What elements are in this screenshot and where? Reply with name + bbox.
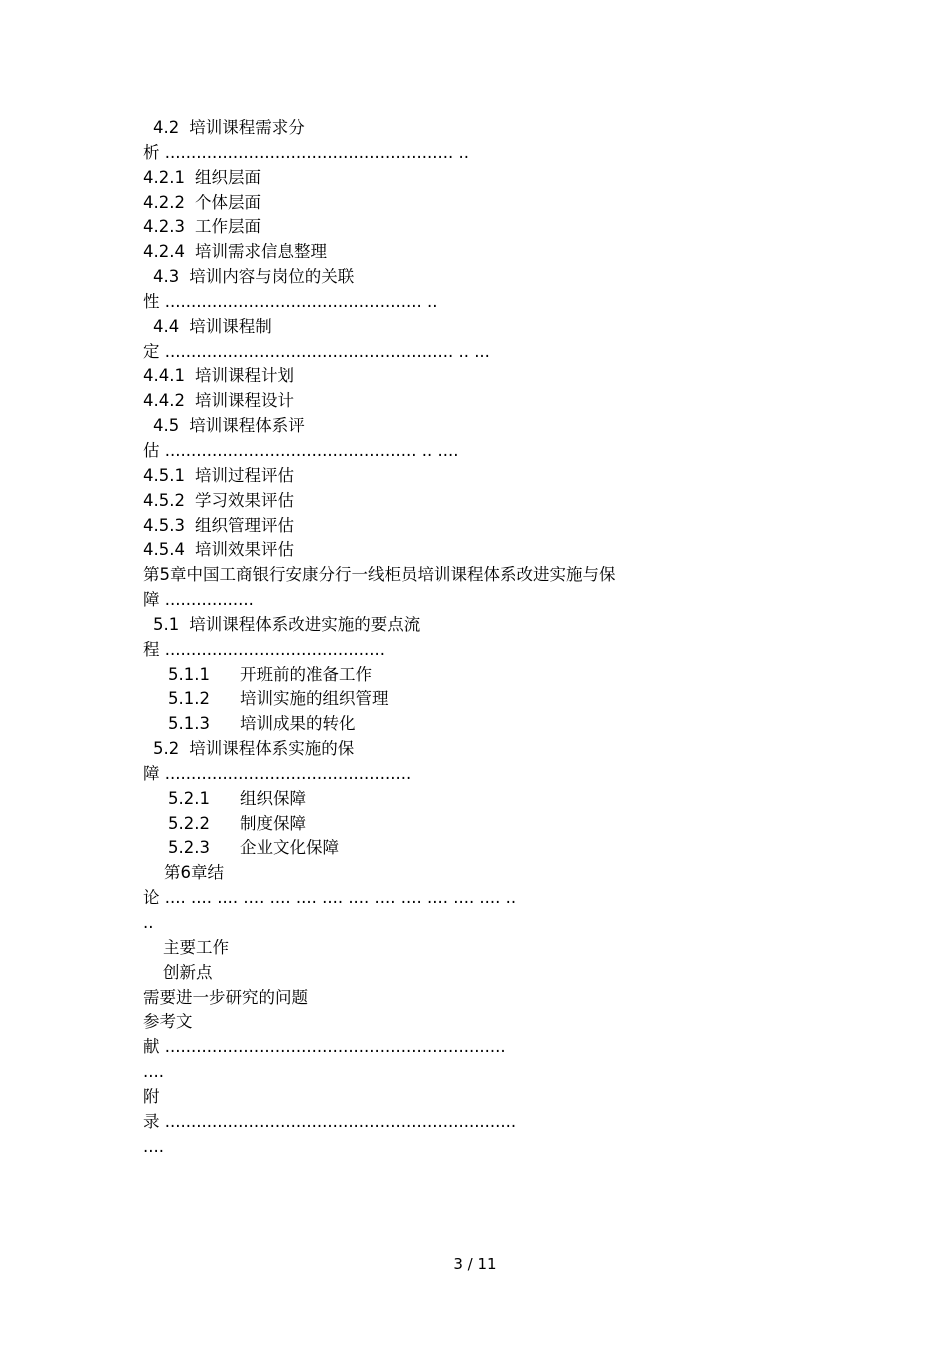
toc-title: 培训课程体系实施的保 bbox=[189, 739, 355, 759]
toc-title: 个体层面 bbox=[194, 192, 261, 212]
toc-entry-4-5-2 bbox=[143, 489, 703, 514]
toc-entry-continuation: .... bbox=[143, 1136, 164, 1156]
toc-entry-continuation: 论 .... .... .... .... .... .... .... .... .... .... .... .... .... .. bbox=[143, 888, 517, 908]
toc-entry-innovation: 创新点 bbox=[163, 962, 213, 982]
toc-entry-appendix: 附 bbox=[143, 1086, 160, 1106]
toc-number: 4.5.4 bbox=[143, 540, 185, 560]
toc-entry-4-2-3 bbox=[143, 215, 703, 240]
table-of-contents bbox=[143, 116, 703, 1159]
toc-entry-5-2-3 bbox=[143, 836, 703, 861]
toc-title: 培训课程体系评 bbox=[189, 416, 305, 436]
toc-title: 开班前的准备工作 bbox=[240, 664, 372, 684]
toc-entry-continuation: .... bbox=[143, 1062, 164, 1082]
toc-title: 培训课程体系改进实施的要点流 bbox=[189, 614, 421, 634]
toc-entry-5-1 bbox=[143, 613, 703, 638]
toc-number: 5.2.2 bbox=[168, 813, 210, 833]
toc-entry-5-1-1 bbox=[143, 663, 703, 688]
toc-title: 学习效果评估 bbox=[194, 490, 294, 510]
toc-entry-continuation: 录 ................................................................... bbox=[143, 1111, 517, 1131]
toc-number: 5.2.3 bbox=[168, 838, 210, 858]
toc-entry-4-2-1 bbox=[143, 166, 703, 191]
toc-entry-references: 参考文 bbox=[143, 1012, 193, 1032]
toc-entry-main-work: 主要工作 bbox=[163, 937, 229, 957]
toc-title: 培训课程计划 bbox=[194, 366, 294, 386]
toc-title: 培训成果的转化 bbox=[240, 714, 356, 734]
toc-number: 4.2 bbox=[153, 118, 180, 137]
toc-entry-continuation: .. bbox=[143, 913, 154, 932]
toc-title: 组织管理评估 bbox=[194, 515, 294, 535]
toc-number: 4.4.1 bbox=[143, 366, 185, 386]
toc-entry-5-1-3 bbox=[143, 712, 703, 737]
toc-title: 培训效果评估 bbox=[194, 540, 294, 560]
toc-number: 4.4 bbox=[153, 316, 180, 336]
toc-title: 制度保障 bbox=[240, 813, 306, 833]
toc-number: 4.2.4 bbox=[143, 242, 185, 262]
page-footer bbox=[0, 1254, 950, 1274]
toc-title: 组织保障 bbox=[240, 788, 306, 808]
toc-entry-5-2-2 bbox=[143, 812, 703, 837]
toc-entry-4-5 bbox=[143, 414, 703, 439]
toc-entry-4-4-2 bbox=[143, 389, 703, 414]
toc-number: 5.1.1 bbox=[168, 664, 210, 684]
toc-chapter-6: 第6章结 bbox=[164, 863, 224, 883]
toc-number: 5.1.3 bbox=[168, 714, 210, 734]
toc-entry-4-2-2 bbox=[143, 191, 703, 216]
toc-title: 组织层面 bbox=[194, 167, 261, 187]
toc-title: 培训实施的组织管理 bbox=[240, 689, 389, 709]
toc-entry-4-4-1 bbox=[143, 364, 703, 389]
toc-title: 培训课程需求分 bbox=[189, 118, 305, 137]
toc-title: 培训内容与岗位的关联 bbox=[189, 267, 355, 287]
toc-entry-4-5-4 bbox=[143, 538, 703, 563]
toc-number: 4.2.3 bbox=[143, 217, 185, 237]
toc-title: 工作层面 bbox=[194, 217, 261, 237]
toc-entry-4-2 bbox=[143, 116, 703, 141]
page-number: 3 / 11 bbox=[453, 1255, 497, 1273]
toc-title: 培训过程评估 bbox=[194, 465, 294, 485]
toc-entry-continuation: 障 ............................................... bbox=[143, 763, 412, 783]
toc-number: 5.2 bbox=[153, 739, 180, 759]
toc-entry-continuation: 性 ................................................. .. bbox=[143, 291, 438, 311]
toc-number: 5.1 bbox=[153, 614, 180, 634]
toc-entry-continuation: 程 .......................................... bbox=[143, 639, 386, 659]
toc-number: 5.2.1 bbox=[168, 788, 210, 808]
toc-number: 4.3 bbox=[153, 267, 180, 287]
toc-entry-4-3 bbox=[143, 265, 703, 290]
toc-number: 4.2.2 bbox=[143, 192, 185, 212]
toc-title: 培训课程设计 bbox=[194, 391, 294, 411]
toc-entry-continuation: 献 ................................................................. bbox=[143, 1037, 506, 1057]
toc-entry-further-research: 需要进一步研究的问题 bbox=[143, 987, 308, 1007]
toc-entry-5-1-2 bbox=[143, 687, 703, 712]
toc-entry-4-5-1 bbox=[143, 464, 703, 489]
toc-number: 4.5 bbox=[153, 416, 180, 436]
toc-number: 4.4.2 bbox=[143, 391, 185, 411]
toc-entry-continuation: 定 ....................................................... .. ... bbox=[143, 341, 490, 361]
toc-chapter-5: 第5章中国工商银行安康分行一线柜员培训课程体系改进实施与保 bbox=[143, 565, 616, 585]
toc-number: 4.5.2 bbox=[143, 490, 185, 510]
toc-title: 企业文化保障 bbox=[240, 838, 339, 858]
toc-entry-continuation: 析 ....................................................... .. bbox=[143, 142, 469, 162]
toc-entry-continuation: 估 ................................................ .. .... bbox=[143, 440, 459, 460]
toc-number: 5.1.2 bbox=[168, 689, 210, 709]
toc-entry-continuation: 障 ................. bbox=[143, 590, 254, 610]
toc-number: 4.5.3 bbox=[143, 515, 185, 535]
toc-number: 4.2.1 bbox=[143, 167, 185, 187]
toc-entry-5-2 bbox=[143, 737, 703, 762]
toc-entry-4-2-4 bbox=[143, 240, 703, 265]
toc-entry-5-2-1 bbox=[143, 787, 703, 812]
toc-entry-4-4 bbox=[143, 315, 703, 340]
toc-entry-4-5-3 bbox=[143, 514, 703, 539]
toc-number: 4.5.1 bbox=[143, 465, 185, 485]
toc-title: 培训需求信息整理 bbox=[194, 242, 327, 262]
toc-title: 培训课程制 bbox=[189, 316, 272, 336]
